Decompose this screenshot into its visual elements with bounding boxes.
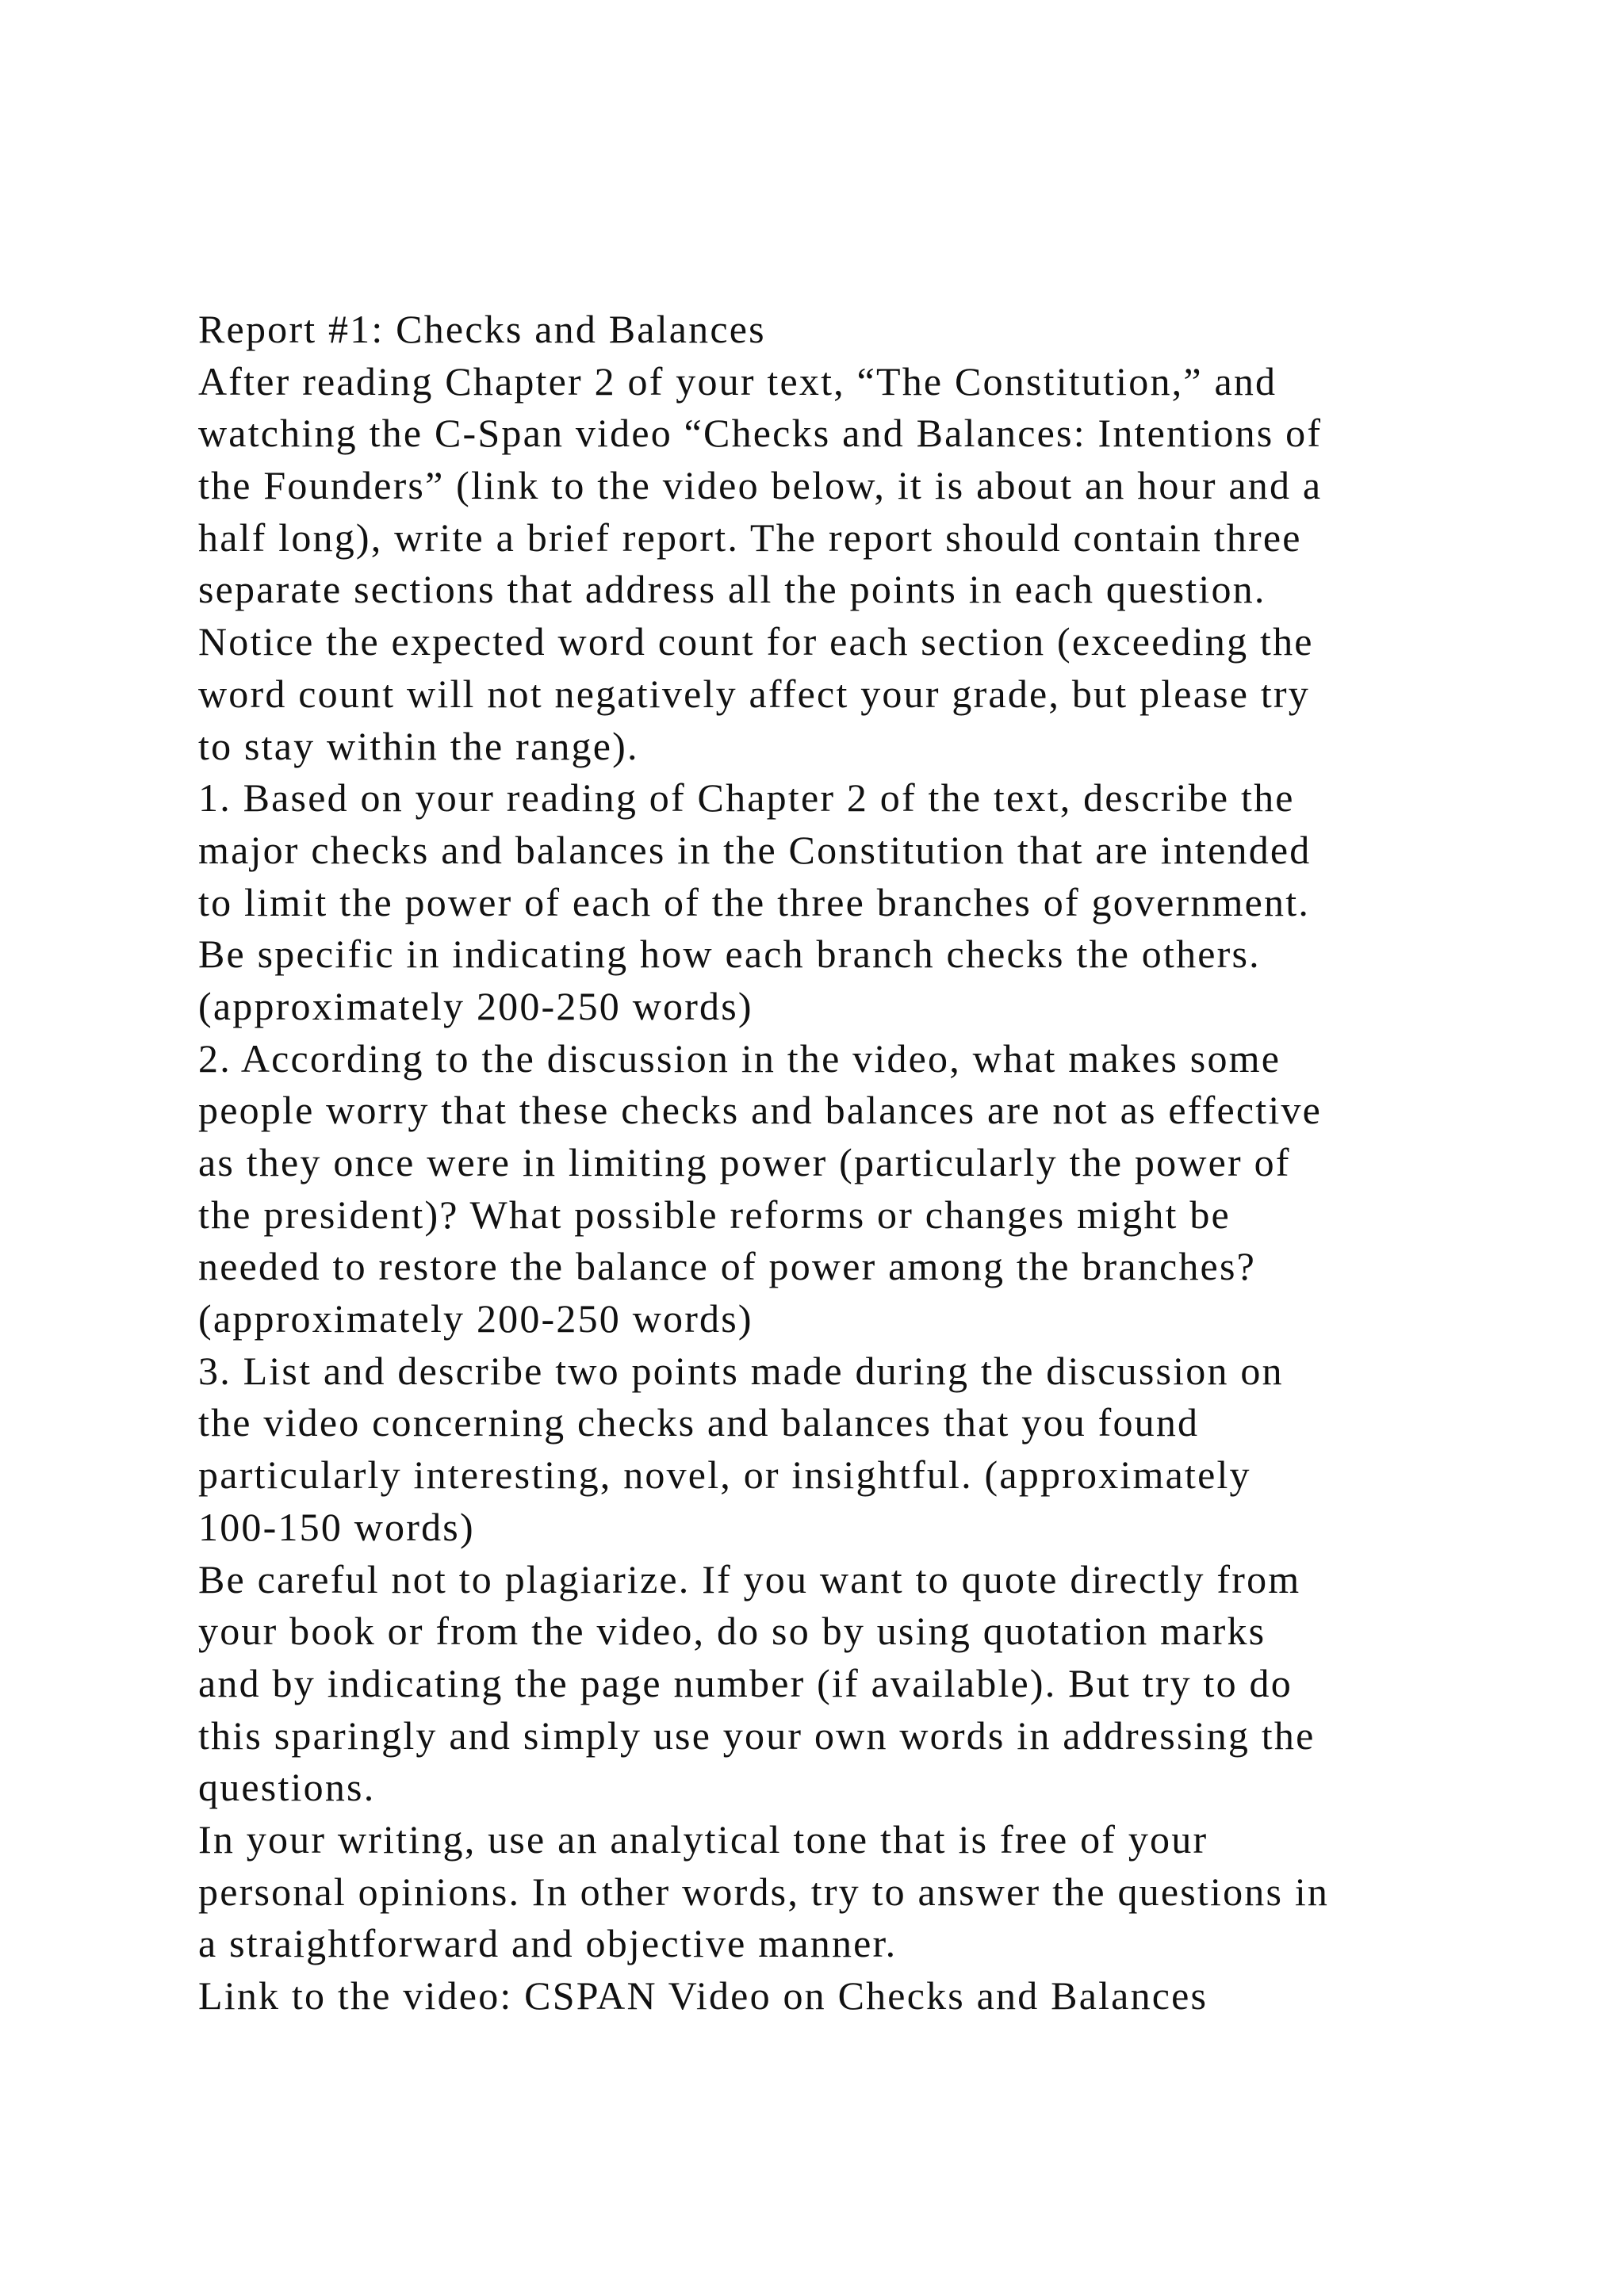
question-2-line: the president)? What possible reforms or changes might be xyxy=(198,1192,1231,1237)
tone-note-line: personal opinions. In other words, try to answer the questions in xyxy=(198,1869,1330,1914)
question-1-line: major checks and balances in the Constitution that are intended xyxy=(198,827,1312,872)
question-2-word-count: (approximately 200-250 words) xyxy=(198,1296,753,1341)
plagiarism-note-line: this sparingly and simply use your own words in addressing the xyxy=(198,1712,1316,1758)
report-title: Report #1: Checks and Balances xyxy=(198,307,766,351)
tone-note-line: In your writing, use an analytical tone that is free of your xyxy=(198,1816,1208,1862)
intro-line: to stay within the range). xyxy=(198,723,639,768)
intro-line: half long), write a brief report. The report should contain three xyxy=(198,515,1302,560)
question-1-line: 1. Based on your reading of Chapter 2 of the text, describe the xyxy=(198,775,1295,821)
question-2-line: 2. According to the discussion in the video, what makes some xyxy=(198,1035,1281,1081)
tone-note-line: a straightforward and objective manner. xyxy=(198,1921,898,1966)
question-2-line: people worry that these checks and balances are not as effective xyxy=(198,1088,1323,1133)
intro-line: separate sections that address all the points in each question. xyxy=(198,567,1266,612)
plagiarism-note-line: and by indicating the page number (if available). But try to do xyxy=(198,1660,1293,1705)
question-2-line: needed to restore the balance of power among the branches? xyxy=(198,1244,1256,1289)
question-3-word-count: 100-150 words) xyxy=(198,1504,475,1549)
intro-line: word count will not negatively affect your grade, but please try xyxy=(198,671,1310,716)
plagiarism-note-line: Be careful not to plagiarize. If you want to quote directly from xyxy=(198,1556,1301,1601)
question-3-line: particularly interesting, novel, or insightful. (approximately xyxy=(198,1452,1251,1498)
document-body xyxy=(198,304,1546,2022)
plagiarism-note-line: your book or from the video, do so by using quotation marks xyxy=(198,1609,1266,1654)
intro-line: After reading Chapter 2 of your text, “The Constitution,” and xyxy=(198,358,1277,404)
video-link-line: Link to the video: CSPAN Video on Checks and Balances xyxy=(198,1973,1208,2018)
question-1-line: Be specific in indicating how each branch checks the others. xyxy=(198,932,1261,977)
question-3-line: 3. List and describe two points made during the discussion on xyxy=(198,1348,1284,1393)
intro-line: watching the C-Span video “Checks and Balances: Intentions of xyxy=(198,411,1323,456)
question-2-line: as they once were in limiting power (particularly the power of xyxy=(198,1140,1291,1184)
plagiarism-note-line: questions. xyxy=(198,1765,376,1810)
question-1-line: to limit the power of each of the three branches of government. xyxy=(198,879,1311,924)
question-1-word-count: (approximately 200-250 words) xyxy=(198,983,753,1028)
intro-line: the Founders” (link to the video below, it is about an hour and a xyxy=(198,463,1323,508)
question-3-line: the video concerning checks and balances that you found xyxy=(198,1400,1200,1445)
intro-line: Notice the expected word count for each section (exceeding the xyxy=(198,619,1314,664)
